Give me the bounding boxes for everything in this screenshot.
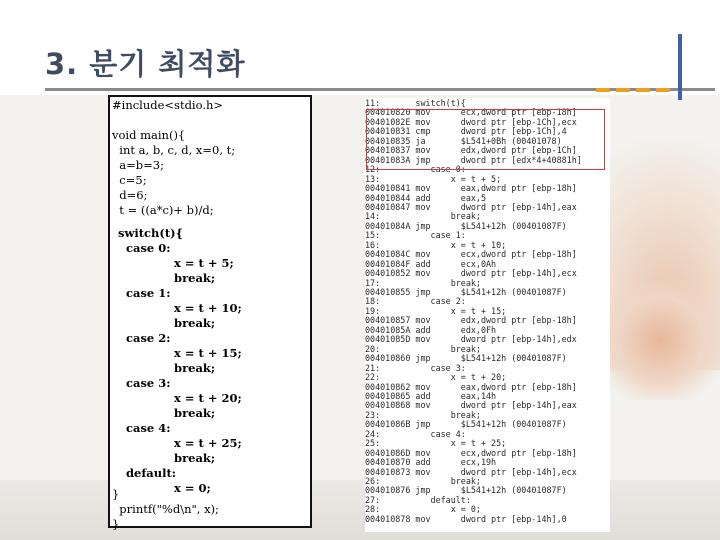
assembly-line: 004010860 jmp $L541+12h (00401087F) xyxy=(365,353,567,364)
assembly-line: 004010847 mov dword ptr [ebp-14h],eax xyxy=(365,201,577,212)
source-code-tail: } printf("%d\n", x); } xyxy=(112,487,219,531)
assembly-line: 00401082E mov dword ptr [ebp-1Ch],ecx xyxy=(365,116,577,127)
assembly-line: 00401084F add ecx,0Ah xyxy=(365,258,497,269)
assembly-line: 004010855 jmp $L541+12h (00401087F) xyxy=(365,287,567,297)
assembly-line: 12: case 0: xyxy=(365,164,466,175)
assembly-line: 004010820 mov ecx,dword ptr [ebp-18h] xyxy=(365,107,577,118)
assembly-line: 20: break; xyxy=(365,343,481,354)
assembly-line: 00401083A jmp dword ptr [edx*4+40881h] xyxy=(365,154,582,165)
assembly-line: 14: break; xyxy=(365,211,481,222)
assembly-line: 17: break; xyxy=(365,277,481,288)
assembly-line: 004010857 mov edx,dword ptr [ebp-18h] xyxy=(365,315,577,326)
assembly-line: 11: switch(t){ xyxy=(365,98,466,108)
decorative-dash xyxy=(656,88,670,92)
assembly-line: 004010837 mov edx,dword ptr [ebp-1Ch] xyxy=(365,145,577,156)
assembly-line: 004010870 add ecx,19h xyxy=(365,457,497,468)
assembly-line: 23: break; xyxy=(365,409,481,420)
assembly-line: 00401086D mov ecx,dword ptr [ebp-18h] xyxy=(365,447,577,458)
assembly-line: 00401084C mov ecx,dword ptr [ebp-18h] xyxy=(365,249,577,260)
assembly-line: 21: case 3: xyxy=(365,362,466,373)
assembly-line: 004010868 mov dword ptr [ebp-14h],eax xyxy=(365,400,577,411)
assembly-line: 004010862 mov eax,dword ptr [ebp-18h] xyxy=(365,381,577,392)
source-code-header: #include<stdio.h> void main(){ int a, b, c, d, x=0, t; a=b=3; c=5; d=6; t = ((a*c)+ b)/d; xyxy=(112,98,236,217)
assembly-line: 004010865 add eax,14h xyxy=(365,390,497,401)
assembly-line: 13: x = t + 5; xyxy=(365,173,502,184)
assembly-line: 15: case 1: xyxy=(365,230,466,241)
decorative-dash xyxy=(596,88,610,92)
decorative-dash xyxy=(616,88,630,92)
assembly-line: 18: case 2: xyxy=(365,296,466,307)
assembly-line: 004010852 mov dword ptr [ebp-14h],ecx xyxy=(365,268,577,279)
assembly-line: 19: x = t + 15; xyxy=(365,305,507,316)
source-code-switch-block: switch(t){ case 0: x = t + 5; break; case 1: x = t + 10; break; case 2: x = t + 15; break; case 3: x = t + 20; break; case 4: x = t + 25; break; default: x = 0; xyxy=(118,226,242,495)
assembly-line: 26: break; xyxy=(365,476,481,486)
decorative-dash xyxy=(636,88,650,92)
assembly-line: 00401085A add edx,0Fh xyxy=(365,324,497,335)
assembly-line: 00401085D mov dword ptr [ebp-14h],edx xyxy=(365,334,577,345)
assembly-line: 004010873 mov dword ptr [ebp-14h],ecx xyxy=(365,466,577,477)
background-dome-detail xyxy=(600,280,720,400)
c-source-code-panel xyxy=(108,95,312,531)
assembly-line: 00401086B jmp $L541+12h (00401087F) xyxy=(365,419,567,430)
assembly-line: 28: x = 0; xyxy=(365,504,481,515)
switch-jump-highlight-box xyxy=(366,109,605,170)
assembly-line: 004010876 jmp $L541+12h (00401087F) xyxy=(365,485,567,496)
assembly-line: 004010844 add eax,5 xyxy=(365,192,487,203)
decorative-vertical-bar xyxy=(678,34,682,100)
slide-title: 3. 분기 최적화 xyxy=(45,47,246,81)
assembly-line: 25: x = t + 25; xyxy=(365,438,507,449)
assembly-line: 004010841 mov eax,dword ptr [ebp-18h] xyxy=(365,183,577,194)
assembly-line: 004010835 ja $L541+0Bh (00401078) xyxy=(365,135,562,146)
title-underline xyxy=(45,88,715,91)
assembly-line: 24: case 4: xyxy=(365,428,466,439)
assembly-line: 22: x = t + 20; xyxy=(365,372,507,383)
assembly-line: 16: x = t + 10; xyxy=(365,239,507,250)
assembly-line: 004010878 mov dword ptr [ebp-14h],0 xyxy=(365,513,567,524)
assembly-line: 27: default: xyxy=(365,494,471,505)
assembly-line: 004010831 cmp dword ptr [ebp-1Ch],4 xyxy=(365,126,567,137)
assembly-line: 00401084A jmp $L541+12h (00401087F) xyxy=(365,220,567,231)
